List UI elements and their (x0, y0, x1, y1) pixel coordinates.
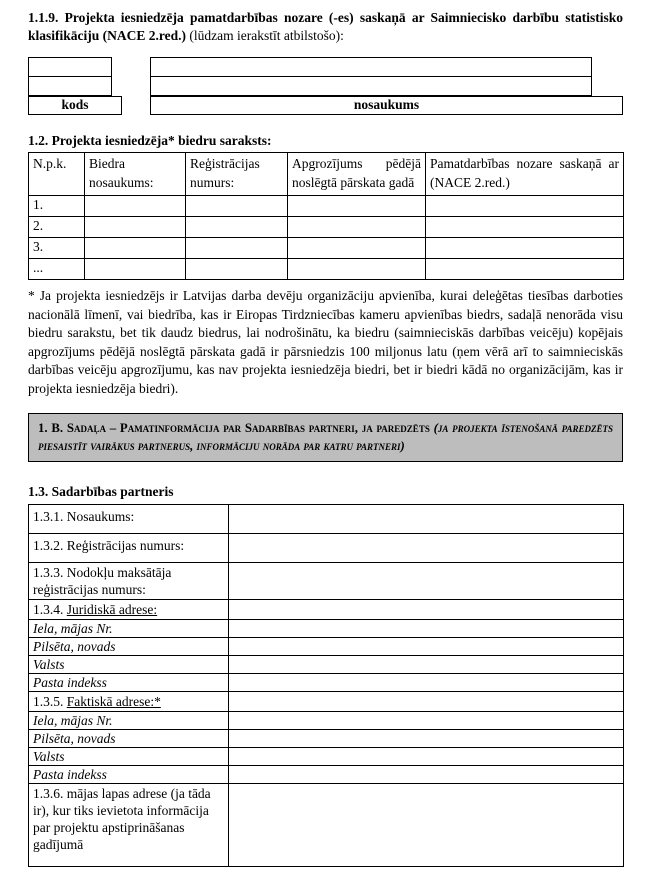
partner-row-website (29, 784, 624, 867)
section-1-3-heading: 1.3. Sadarbības partneris (28, 484, 174, 499)
label-text: 1.3.3. Nodokļu maksātāja reģistrācijas numurs: (33, 565, 172, 597)
member-reg-cell[interactable] (186, 196, 288, 217)
label-text: Valsts (33, 749, 65, 764)
city-label (29, 730, 229, 748)
nace-entry-boxes (28, 57, 623, 115)
partner-row-actual-address (29, 692, 624, 712)
postal-code-label (29, 766, 229, 784)
label-number: 1.3.5. (33, 694, 67, 709)
label-text: 1.3.2. Reģistrācijas numurs: (33, 538, 185, 553)
section-1b-banner-note: (ja projekta īstenošanā paredzēts piesaistīt vairākus partnerus, informāciju norāda par katru partneri) (38, 421, 613, 453)
city-input[interactable] (229, 638, 624, 656)
nace-code-divider (29, 76, 111, 77)
partner-row-legal-address (29, 600, 624, 620)
row-number: 3. (29, 238, 85, 259)
row-number: 2. (29, 217, 85, 238)
col-header-reg-number: Reģistrācijas numurs: (186, 153, 288, 196)
label-text: Pasta indekss (33, 767, 107, 782)
member-name-cell[interactable] (85, 259, 186, 280)
city-input[interactable] (229, 730, 624, 748)
country-label (29, 656, 229, 674)
nace-code-label: kods (28, 96, 122, 115)
country-label (29, 748, 229, 766)
row-number: 1. (29, 196, 85, 217)
postal-code-label (29, 674, 229, 692)
member-nace-cell[interactable] (426, 238, 624, 259)
member-turnover-cell[interactable] (288, 196, 426, 217)
country-input[interactable] (229, 656, 624, 674)
section-1-1-9-heading (28, 9, 623, 45)
col-header-member-name: Biedra nosaukums: (85, 153, 186, 196)
section-1-1-9-heading-note: (lūdzam ierakstīt atbilstošo): (186, 28, 344, 43)
partner-reg-label (29, 534, 229, 563)
postal-code-input[interactable] (229, 674, 624, 692)
partner-row-postal-code-2 (29, 766, 624, 784)
member-nace-cell[interactable] (426, 196, 624, 217)
partner-row-country-2 (29, 748, 624, 766)
street-input[interactable] (229, 712, 624, 730)
partner-legal-address-label (29, 600, 229, 620)
member-row-2 (29, 217, 624, 238)
members-table-header-row (29, 153, 624, 196)
label-text: 1.3.6. mājas lapas adrese (ja tāda ir), kur tiks ievietota informācija par projektu apstiprināšanas gadījumā (33, 786, 211, 852)
street-label (29, 620, 229, 638)
nace-name-label: nosaukums (150, 96, 623, 115)
label-underlined: Faktiskā adrese:* (66, 694, 161, 709)
nace-name-input[interactable] (150, 57, 592, 96)
member-row-more (29, 259, 624, 280)
nace-name-column (150, 57, 623, 115)
partner-name-label (29, 505, 229, 534)
postal-code-input[interactable] (229, 766, 624, 784)
street-label (29, 712, 229, 730)
member-nace-cell[interactable] (426, 259, 624, 280)
col-header-npk: N.p.k. (29, 153, 85, 196)
section-1b-banner-main: 1. B. Sadaļa – Pamatinformācija par Sadarbības partneri, ja paredzēts (38, 421, 434, 435)
member-turnover-cell[interactable] (288, 217, 426, 238)
section-1b-banner (28, 413, 623, 462)
label-text: Pilsēta, novads (33, 639, 116, 654)
member-turnover-cell[interactable] (288, 238, 426, 259)
partner-table (28, 504, 624, 867)
member-row-3 (29, 238, 624, 259)
partner-row-name (29, 505, 624, 534)
member-turnover-cell[interactable] (288, 259, 426, 280)
members-footnote: * Ja projekta iesniedzējs ir Latvijas darba devēju organizāciju apvienība, kurai deleģētas tiesības darboties nacionālā līmenī, vai biedrība, kas ir Eiropas Tirdzniecības kameru apvienības biedrs, sadaļā nenorāda visu biedru sarakstu, bet tik daudz biedrus, lai nodrošinātu, ka biedru (saimnieciskās darbības veicēju) kopējais apgrozījums pēdējā noslēgtā pārskata gadā ir pārsniedzis 100 miljonus latu (ņem vērā arī to saimnieciskās darbības veicēju apgrozījumu, kas nav projekta iesniedzēja biedri, bet ir biedri kādā no organizācijām, kas ir projekta iesniedzēja biedri). (28, 288, 623, 396)
partner-actual-address-input[interactable] (229, 692, 624, 712)
street-input[interactable] (229, 620, 624, 638)
label-number: 1.3.4. (33, 602, 67, 617)
nace-name-divider (151, 76, 591, 77)
col-header-nace-sector: Pamatdarbības nozare saskaņā ar (NACE 2.red.) (426, 153, 624, 196)
label-text: Pasta indekss (33, 675, 107, 690)
member-name-cell[interactable] (85, 238, 186, 259)
partner-row-country (29, 656, 624, 674)
partner-tax-label (29, 563, 229, 600)
partner-row-street-2 (29, 712, 624, 730)
partner-tax-input[interactable] (229, 563, 624, 600)
partner-row-reg-number (29, 534, 624, 563)
members-table (28, 152, 624, 280)
member-nace-cell[interactable] (426, 217, 624, 238)
col-header-turnover: Apgrozījums pēdējā noslēgtā pārskata gadā (288, 153, 426, 196)
partner-row-postal-code (29, 674, 624, 692)
partner-row-street (29, 620, 624, 638)
member-name-cell[interactable] (85, 196, 186, 217)
nace-code-input[interactable] (28, 57, 112, 96)
member-reg-cell[interactable] (186, 238, 288, 259)
partner-actual-address-label (29, 692, 229, 712)
partner-row-tax-number (29, 563, 624, 600)
member-reg-cell[interactable] (186, 259, 288, 280)
partner-legal-address-input[interactable] (229, 600, 624, 620)
partner-reg-input[interactable] (229, 534, 624, 563)
label-underlined: Juridiskā adrese: (66, 602, 158, 617)
member-row-1 (29, 196, 624, 217)
section-1-1-9-heading-bold: 1.1.9. Projekta iesniedzēja pamatdarbības nozare (-es) saskaņā ar Saimniecisko darbību statistisko klasifikāciju (NACE 2.red.) (28, 10, 623, 43)
member-reg-cell[interactable] (186, 217, 288, 238)
label-text: 1.3.1. Nosaukums: (33, 509, 135, 524)
label-text: Iela, mājas Nr. (33, 621, 113, 636)
partner-name-input[interactable] (229, 505, 624, 534)
row-number: ... (29, 259, 85, 280)
city-label (29, 638, 229, 656)
partner-row-city (29, 638, 624, 656)
label-text: Valsts (33, 657, 65, 672)
section-1-2-heading: 1.2. Projekta iesniedzēja* biedru saraksts: (28, 133, 272, 148)
partner-row-city-2 (29, 730, 624, 748)
label-text: Iela, mājas Nr. (33, 713, 113, 728)
nace-code-column (28, 57, 122, 115)
member-name-cell[interactable] (85, 217, 186, 238)
label-text: Pilsēta, novads (33, 731, 116, 746)
partner-website-label (29, 784, 229, 867)
partner-website-input[interactable] (229, 784, 624, 867)
country-input[interactable] (229, 748, 624, 766)
